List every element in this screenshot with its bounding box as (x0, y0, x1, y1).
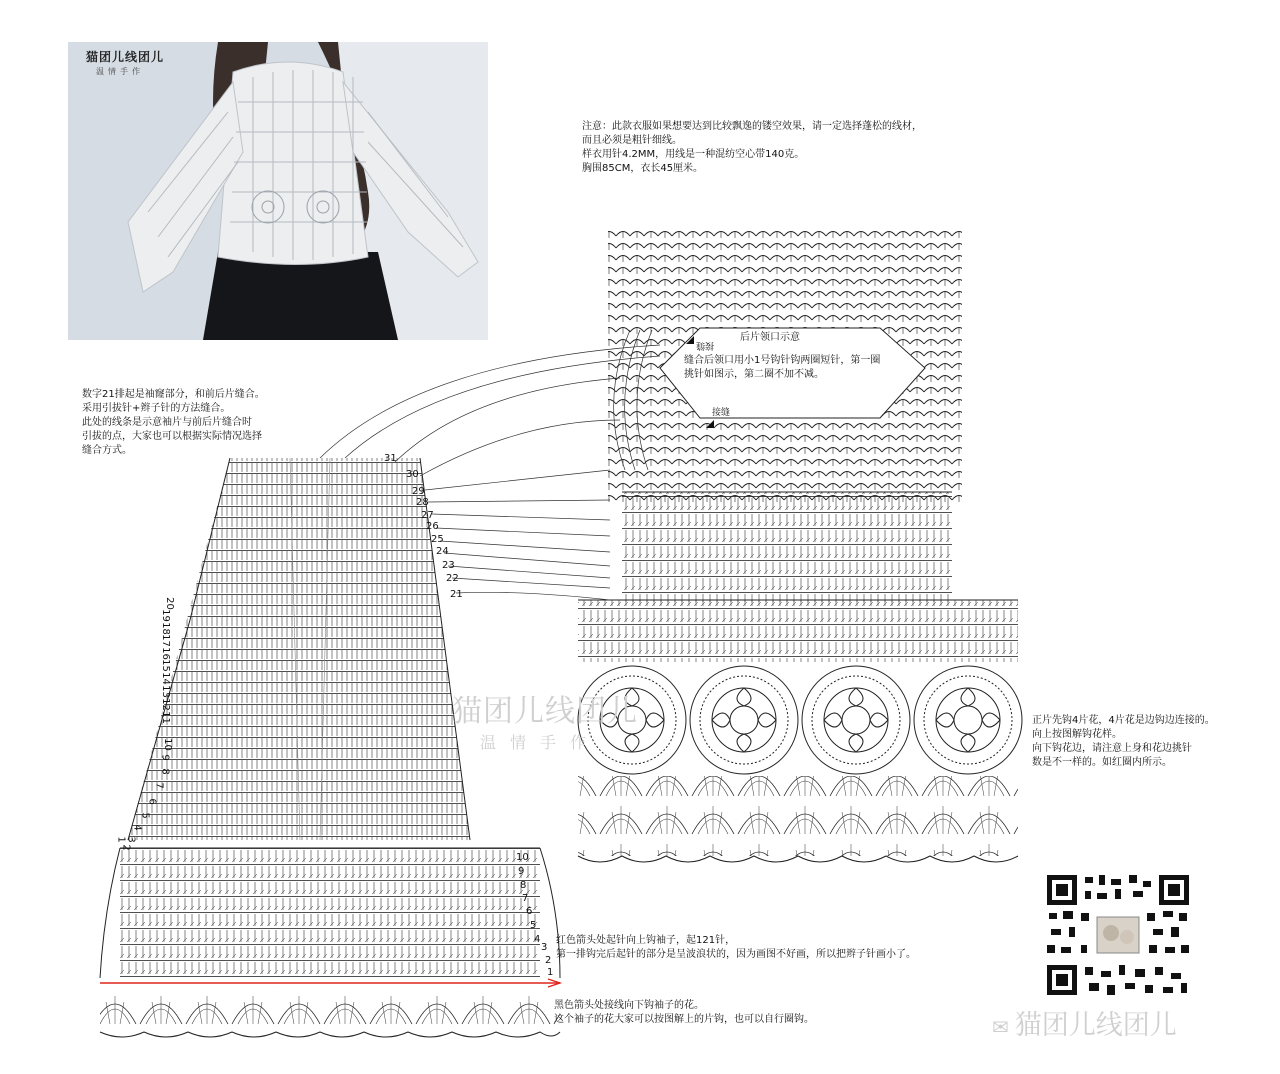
row-number: 16 (159, 647, 171, 660)
row-number: 7 (522, 893, 529, 904)
sleeve-join-note-line: 采用引拔针+辫子针的方法缝合。 (82, 403, 231, 414)
row-number: 25 (431, 534, 444, 545)
photo-brand-title: 猫团儿线团儿 (86, 50, 165, 64)
neckline-note-line: 缝合后领口用小1号钩针钩两圈短针，第一圈 (684, 355, 881, 366)
row-number: 21 (450, 589, 463, 600)
row-number: 29 (412, 486, 425, 497)
flower-motif (802, 666, 910, 774)
row-number: 4 (534, 934, 541, 945)
row-number: 30 (406, 469, 419, 480)
row-number: 2 (120, 844, 132, 851)
row-number: 24 (436, 546, 449, 557)
row-number: 4 (131, 824, 143, 831)
row-number: 15 (159, 659, 171, 672)
row-number: 31 (384, 453, 397, 464)
neckline-note-line: 挑针如图示，第二圈不加不减。 (684, 369, 824, 380)
row-number: 8 (520, 880, 527, 891)
front-panel-note-line: 数是不一样的。如红圈内所示。 (1032, 757, 1172, 768)
row-number: 28 (416, 497, 429, 508)
qr-code-icon (1045, 873, 1191, 997)
row-number: 6 (146, 798, 158, 805)
neck-seam-label-top: 接缝 (696, 340, 715, 350)
neckline-note (684, 354, 880, 382)
photo-brand-subtitle: 温情手作 (96, 67, 144, 76)
row-number: 5 (530, 920, 537, 931)
sleeve-join-note-line: 缝合方式。 (82, 445, 132, 456)
row-number: 13 (159, 685, 171, 698)
sleeve-join-note-line: 数字21排起是袖窿部分，和前后片缝合。 (82, 389, 265, 400)
diagram-watermark-title: 猫团儿线团儿 (452, 694, 638, 729)
row-number: 20 (163, 597, 175, 610)
material-note-line: 而且必须是粗针细线。 (582, 135, 682, 146)
sleeve-join-note-line: 此处的线条是示意袖片与前后片缝合时 (82, 417, 252, 428)
diagram-watermark-subtitle: 温情手作 (480, 733, 601, 752)
red-arrow-note (556, 934, 916, 962)
neck-seam-label-bottom: 接缝 (712, 408, 731, 418)
red-arrow-note-line: 红色箭头处起针向上钩袖子，起121针， (556, 935, 736, 946)
row-number: 10 (516, 852, 529, 863)
row-number: 18 (159, 622, 171, 635)
black-arrow-note (554, 999, 814, 1027)
row-number: 19 (159, 609, 171, 622)
back-panel-chart (578, 228, 1018, 662)
flower-motif (914, 666, 1022, 774)
black-arrow-note-line: 黑色箭头处接线向下钩袖子的花。 (554, 1000, 704, 1011)
row-number: 22 (446, 573, 459, 584)
row-number: 2 (545, 955, 552, 966)
front-panel-note-line: 向上按图解钩花样。 (1032, 729, 1122, 740)
row-number: 1 (547, 967, 554, 978)
row-number: 12 (159, 698, 171, 711)
row-number: 3 (541, 942, 548, 953)
black-arrow-note-line: 这个袖子的花大家可以按图解上的片钩，也可以自行圈钩。 (554, 1014, 814, 1025)
row-number: 3 (125, 836, 137, 843)
sleeve-join-note-line: 引拔的点，大家也可以根据实际情况选择 (82, 431, 262, 442)
row-number: 6 (526, 906, 533, 917)
row-number: 11 (159, 711, 171, 724)
row-number: 14 (159, 672, 171, 685)
flower-motif-row (578, 666, 1022, 774)
footer-brand-text: 猫团儿线团儿 (1014, 1010, 1177, 1041)
qr-code[interactable] (1045, 873, 1191, 997)
row-number: 7 (153, 782, 165, 789)
red-arrow-note-line: 第一排钩完后起针的部分是呈波浪状的，因为画图不好画，所以把辫子针画小了。 (556, 949, 916, 960)
row-number: 9 (518, 866, 525, 877)
flower-motif (690, 666, 798, 774)
row-number: 17 (159, 634, 171, 647)
material-note-line: 注意：此款衣服如果想要达到比较飘逸的镂空效果，请一定选择蓬松的线材， (582, 121, 922, 132)
row-number: 10 (161, 738, 173, 751)
row-number: 1 (115, 836, 127, 843)
wechat-icon: ✉ (992, 1014, 1009, 1039)
row-number: 27 (421, 510, 434, 521)
footer-brand (992, 1003, 1177, 1042)
row-number: 26 (426, 521, 439, 532)
row-number: 23 (442, 560, 455, 571)
neckline-title: 后片领口示意 (740, 332, 800, 343)
front-panel-note (1032, 714, 1215, 770)
material-note-line: 胸围85CM，衣长45厘米。 (582, 163, 704, 174)
row-number: 5 (139, 812, 151, 819)
row-number: 8 (159, 768, 171, 775)
front-panel-note-line: 向下钩花边，请注意上身和花边挑针 (1032, 743, 1192, 754)
row-number: 9 (159, 754, 171, 761)
body-lace-edging (578, 776, 1018, 862)
front-panel-note-line: 正片先钩4片花，4片花是边钩边连接的。 (1032, 715, 1215, 726)
material-note-line: 样衣用针4.2MM，用线是一种混纺空心带140克。 (582, 149, 805, 160)
